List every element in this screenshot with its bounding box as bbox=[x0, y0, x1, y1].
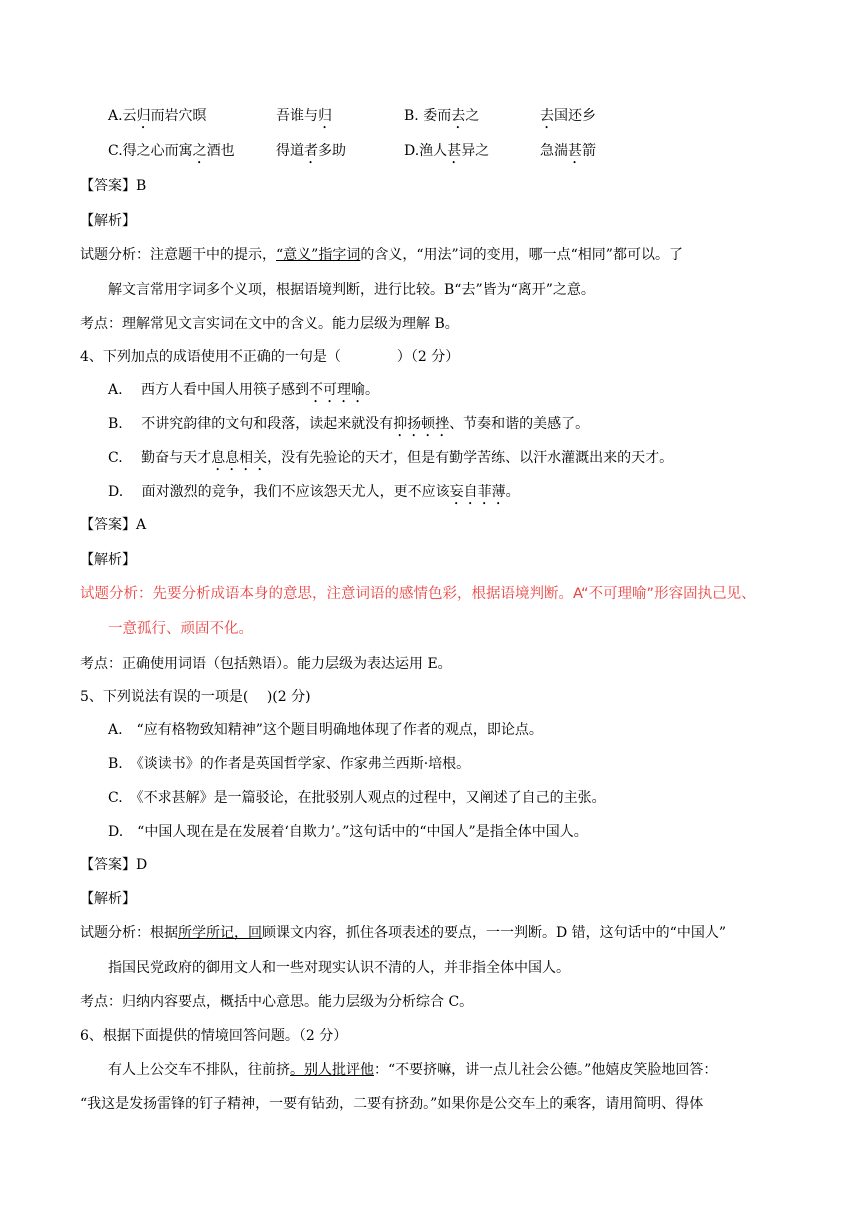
analysis-label-q3: 【解析】 bbox=[80, 213, 136, 229]
answer-q3: 【答案】B bbox=[80, 178, 147, 194]
option-c-1: C.得之心而寓之酒也 bbox=[108, 143, 235, 159]
option-c-2: 得道者多助 bbox=[276, 143, 346, 159]
answer-q5: 【答案】D bbox=[80, 857, 148, 873]
analysis-label-q4: 【解析】 bbox=[80, 552, 136, 568]
analysis-q3-line1: 试题分析：注意题干中的提示，“意义”指字词的含义，“用法”词的变用，哪一点“相同”都可以。了 bbox=[80, 247, 683, 263]
q5-option-d: D. “中国人现在是在发展着‘自欺力’。”这句话中的“中国人”是指全体中国人。 bbox=[108, 824, 588, 840]
q5-option-c: C. 《不求甚解》是一篇驳论，在批驳别人观点的过程中，又阐述了自己的主张。 bbox=[108, 790, 606, 806]
q5-option-b: B. 《谈读书》的作者是英国哲学家、作家弗兰西斯·培根。 bbox=[108, 756, 471, 772]
q6-scenario-line1: 有人上公交车不排队，往前挤。别人批评他：“不要挤嘛，讲一点儿社会公德。”他嬉皮笑脸地回答： bbox=[108, 1062, 718, 1078]
q4-option-c: C. 勤奋与天才息息相关，没有先验论的天才，但是有勤学苦练、以汗水灌溉出来的天才。 bbox=[108, 450, 674, 466]
question-6: 6、根据下面提供的情境回答问题。（2 分） bbox=[80, 1028, 348, 1044]
analysis-label-q5: 【解析】 bbox=[80, 891, 136, 907]
point-q4: 考点：正确使用词语（包括熟语）。能力层级为表达运用 E。 bbox=[80, 656, 452, 672]
option-a-2: 吾谁与归 bbox=[276, 108, 332, 124]
q4-option-d: D. 面对激烈的竞争，我们不应该怨天尤人，更不应该妄自菲薄。 bbox=[108, 484, 520, 500]
point-q3: 考点：理解常见文言实词在文中的含义。能力层级为理解 B。 bbox=[80, 316, 459, 332]
point-q5: 考点：归纳内容要点，概括中心意思。能力层级为分析综合 C。 bbox=[80, 994, 474, 1010]
analysis-q4-line2: 一意孤行、顽固不化。 bbox=[108, 621, 253, 637]
q5-option-a: A. “应有格物致知精神”这个题目明确地体现了作者的观点，即论点。 bbox=[108, 722, 543, 738]
q6-scenario-line2: “我这是发扬雷锋的钉子精神，一要有钻劲，二要有挤劲。”如果你是公交车上的乘客，请用简明、得体 bbox=[80, 1096, 704, 1112]
analysis-q4-line1: 试题分析：先要分析成语本身的意思，注意词语的感情色彩，根据语境判断。A“不可理喻”形容固执己见、 bbox=[80, 586, 756, 602]
analysis-q5-line2: 指国民党政府的御用文人和一些对现实认识不清的人，并非指全体中国人。 bbox=[108, 960, 570, 976]
option-a-1: A.云归而岩穴暝 bbox=[108, 108, 207, 124]
q4-option-b: B. 不讲究韵律的文句和段落，读起来就没有抑扬顿挫、节奏和谐的美感了。 bbox=[108, 416, 590, 432]
answer-q4: 【答案】A bbox=[80, 517, 147, 533]
option-b-1: B. 委而去之 bbox=[404, 108, 480, 124]
q4-option-a: A. 西方人看中国人用筷子感到不可理喻。 bbox=[108, 382, 380, 398]
analysis-q3-line2: 解文言常用字词多个义项，根据语境判断，进行比较。B“去”皆为“离开”之意。 bbox=[108, 282, 595, 298]
option-b-2: 去国还乡 bbox=[540, 108, 596, 124]
question-5: 5、下列说法有误的一项是( )(2 分) bbox=[80, 689, 311, 705]
analysis-q5-line1: 试题分析：根据所学所记，回顾课文内容，抓住各项表述的要点，一一判断。D 错，这句话中的“中国人” bbox=[80, 925, 726, 941]
option-d-1: D.渔人甚异之 bbox=[404, 143, 490, 159]
question-4: 4、下列加点的成语使用不正确的一句是（ ）（2 分） bbox=[80, 349, 460, 365]
option-d-2: 急湍甚箭 bbox=[540, 143, 596, 159]
